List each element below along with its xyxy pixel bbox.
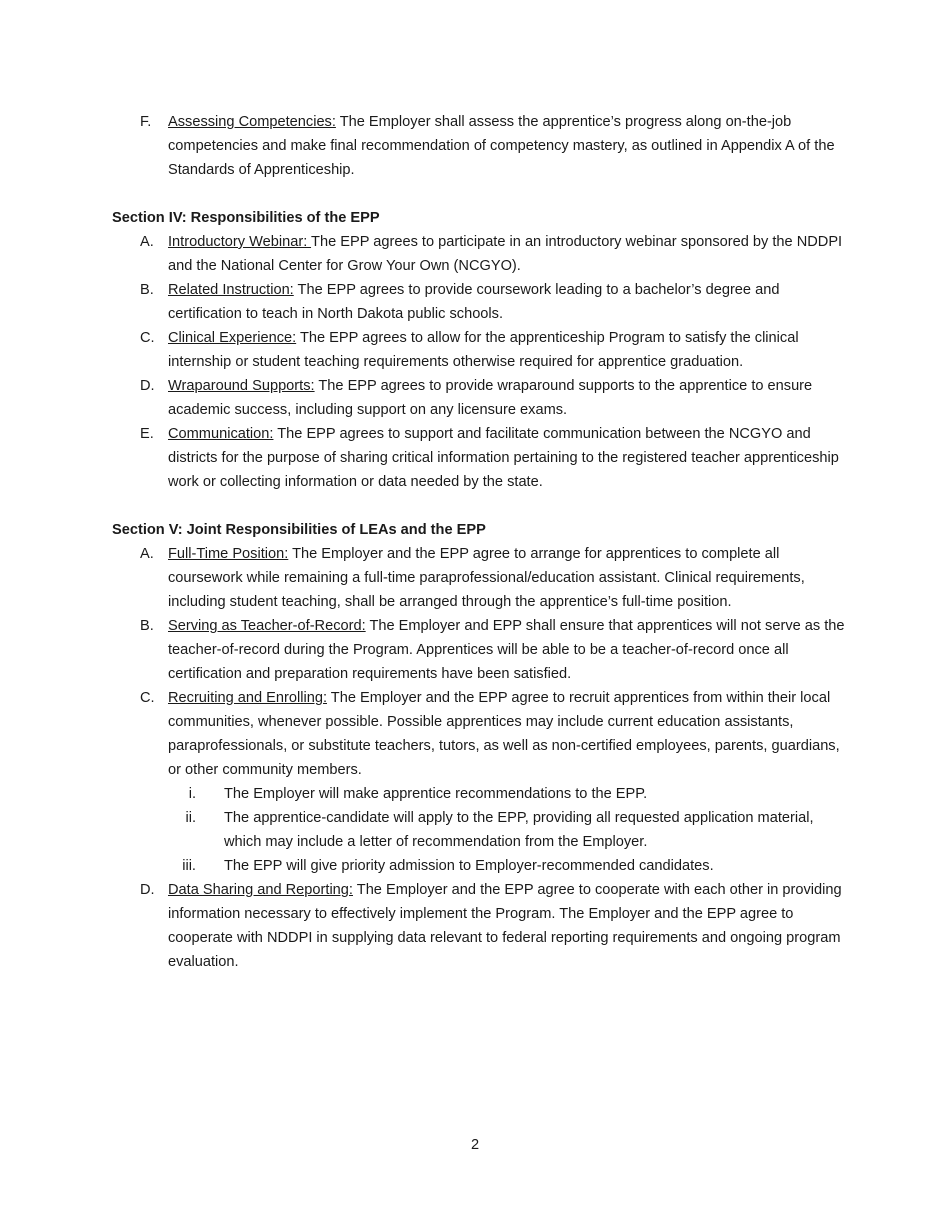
sub-list-marker: i. [188,786,196,802]
list-item-c [112,326,847,374]
sub-list-marker: iii. [182,858,196,874]
list-item-a [112,542,847,614]
item-term: Recruiting and Enrolling: [168,690,327,706]
list-item-b [112,278,847,326]
list-marker: A. [140,234,154,250]
page-number: 2 [470,1137,480,1153]
item-text: The Employer and the EPP agree to recruit apprentices from within their local communities, whenever possible. Possible apprentices may include current education assistants, paraprofessionals, or substitute teachers, tutors, as well as non-certified employees, parents, guardians, or other community members. [168,690,840,778]
list-item-e [112,422,847,494]
list-marker: B. [140,618,154,634]
sub-item-text: The apprentice-candidate will apply to the EPP, providing all requested application material, which may include a letter of recommendation from the Employer. [224,810,814,850]
item-text: The Employer and the EPP agree to cooperate with each other in providing information necessary to effectively implement the Program. The Employer and the EPP agree to cooperate with NDDPI in supplying data relevant to federal reporting requirements and ongoing program evaluation. [168,882,842,970]
sub-list-item-i [112,782,847,806]
list-marker: F. [140,114,152,130]
item-text: The Employer and the EPP agree to arrange for apprentices to complete all coursework while remaining a full-time paraprofessional/education assistant. Clinical requirements, including student teaching, shall be arranged through the apprentice’s full-time position. [168,546,805,610]
item-term: Serving as Teacher-of-Record: [168,618,366,634]
sub-list-item-iii [112,854,847,878]
list-item-f [112,110,847,182]
sub-list-marker: ii. [185,810,196,826]
item-text: The EPP agrees to provide wraparound supports to the apprentice to ensure academic success, including support on any licensure exams. [168,378,813,418]
document-page [112,110,847,974]
item-text: The Employer and EPP shall ensure that apprentices will not serve as the teacher-of-record during the Program. Apprentices will be able to be a teacher-of-record once all certification and preparation requirements have been satisfied. [168,618,845,682]
item-term: Clinical Experience: [168,330,297,346]
item-text: The EPP agrees to allow for the apprenticeship Program to satisfy the clinical internship or student teaching requirements otherwise required for apprentice graduation. [168,330,799,370]
list-marker: C. [140,690,155,706]
item-term: Data Sharing and Reporting: [168,882,353,898]
list-marker: A. [140,546,154,562]
item-term: Introductory Webinar: [168,234,312,250]
list-marker: D. [140,882,155,898]
section-heading: Section IV: Responsibilities of the EPP [112,210,380,226]
list-item-b [112,614,847,686]
item-text: The Employer shall assess the apprentice’s progress along on-the-job competencies and make final recommendation of competency mastery, as outlined in Appendix A of the Standards of Apprenticeship. [168,114,835,178]
item-term: Assessing Competencies: [168,114,336,130]
sub-item-text: The Employer will make apprentice recommendations to the EPP. [224,786,648,802]
item-term: Communication: [168,426,274,442]
list-item-a [112,230,847,278]
item-term: Full-Time Position: [168,546,289,562]
list-item-c [112,686,847,782]
item-term: Related Instruction: [168,282,294,298]
sub-item-text: The EPP will give priority admission to Employer-recommended candidates. [224,858,714,874]
item-term: Wraparound Supports: [168,378,315,394]
list-item-d [112,374,847,422]
list-marker: E. [140,426,154,442]
list-item-d [112,878,847,974]
section-heading: Section V: Joint Responsibilities of LEAs and the EPP [112,522,486,538]
item-text: The EPP agrees to provide coursework leading to a bachelor’s degree and certification to teach in North Dakota public schools. [168,282,780,322]
list-marker: D. [140,378,155,394]
item-text: The EPP agrees to support and facilitate communication between the NCGYO and districts for the purpose of sharing critical information pertaining to the registered teacher apprenticeship work or collecting information or data needed by the state. [168,426,839,490]
item-text: The EPP agrees to participate in an introductory webinar sponsored by the NDDPI and the National Center for Grow Your Own (NCGYO). [168,234,843,274]
list-marker: C. [140,330,155,346]
sub-list-item-ii [112,806,847,854]
list-marker: B. [140,282,154,298]
